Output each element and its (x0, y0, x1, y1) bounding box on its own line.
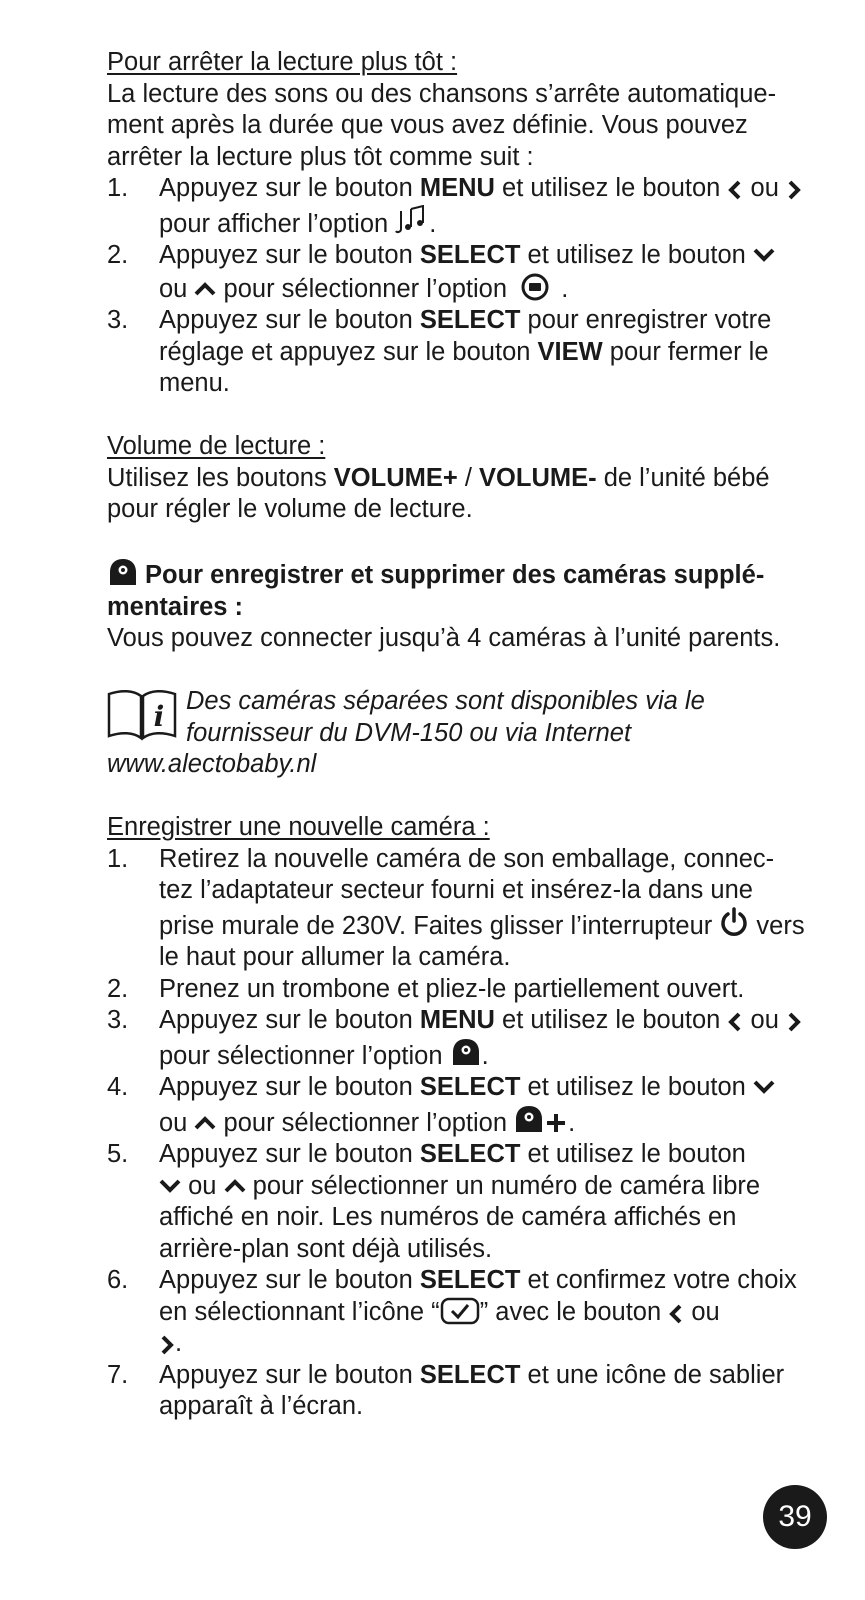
svg-text:i: i (153, 700, 165, 733)
cameras-text: Vous pouvez connecter jusqu’à 4 caméras à l’unité parents. (107, 624, 781, 652)
info-book-icon (107, 688, 177, 744)
cameras-section (107, 557, 807, 655)
new-camera-steps (107, 844, 807, 1423)
camera-icon (450, 1037, 482, 1067)
list-item (107, 305, 807, 400)
button-name: VOLUME- (479, 463, 597, 492)
volume-heading: Volume de lecture : (107, 432, 326, 460)
step-number: 2. (107, 974, 129, 1003)
step-text: pour sélectionner l’option (216, 274, 515, 303)
step-number: 7. (107, 1360, 129, 1389)
step-text: . (429, 209, 437, 238)
stop-early-heading: Pour arrêter la lecture plus tôt : (107, 48, 458, 76)
step-text: Appuyez sur le bouton (159, 1073, 420, 1101)
info-note-url: www.alectobaby.nl (107, 750, 317, 778)
button-name: MENU (419, 174, 495, 202)
button-name: SELECT (419, 1140, 521, 1168)
step-text: ” avec le bouton (479, 1297, 669, 1326)
chevron-down-icon (159, 1178, 181, 1194)
cameras-heading (107, 557, 807, 623)
button-name: MENU (419, 1006, 495, 1034)
step-number: 3. (107, 306, 129, 334)
step-number: 1. (107, 844, 129, 873)
step-text: . (481, 1041, 489, 1070)
volume-text (107, 463, 807, 526)
step-text: et utilisez le bouton (520, 241, 753, 269)
chevron-right-icon (786, 1012, 802, 1032)
step-text: ou (684, 1297, 720, 1326)
step-text: Appuyez sur le bouton (159, 1360, 420, 1389)
chevron-left-icon (727, 180, 743, 200)
step-number: 5. (107, 1140, 129, 1168)
step-text: ou (159, 1108, 195, 1137)
list-item (107, 1072, 807, 1139)
power-icon (719, 907, 749, 937)
chevron-up-icon (224, 1178, 246, 1194)
step-number: 3. (107, 1006, 129, 1034)
step-text: ou (743, 174, 786, 202)
button-name: VIEW (537, 337, 603, 366)
button-name: VOLUME+ (333, 463, 458, 492)
button-name: SELECT (419, 1073, 521, 1101)
stop-early-intro: La lecture des sons ou des chansons s’arrête automatique-ment après la durée que vous avez définie. Vous pouvez arrêter la lecture plus tôt comme suit : (107, 79, 777, 171)
step-text: Appuyez sur le bouton (159, 241, 420, 269)
step-text: et utilisez le bouton (494, 1006, 728, 1034)
step-text: Retirez la nouvelle caméra de son emballage, connec-tez l’adaptateur secteur fourni et insérez-la dans une prise murale de 230V. Faites glisser l’interrupteur (159, 844, 775, 940)
step-text: Appuyez sur le bouton (159, 306, 420, 334)
chevron-up-icon (194, 1115, 216, 1131)
manual-page (107, 47, 807, 1423)
stop-early-section (107, 47, 807, 400)
volume-section (107, 431, 807, 526)
step-text: . (554, 274, 569, 303)
step-text: pour fermer le menu. (159, 337, 769, 397)
step-text: pour enregistrer votre réglage et appuyez sur le bouton (159, 306, 772, 366)
step-text: Appuyez sur le bouton (159, 1006, 420, 1034)
list-item (107, 974, 807, 1006)
step-text: et utilisez le bouton (494, 174, 728, 202)
button-name: SELECT (419, 1360, 521, 1389)
chevron-down-icon (753, 247, 775, 263)
step-text: pour sélectionner l’option (159, 1041, 450, 1070)
list-item (107, 1139, 807, 1265)
step-text: et confirmez votre choix en sélectionnant l’icône “ (159, 1266, 797, 1326)
chevron-left-icon (727, 1012, 743, 1032)
music-note-icon (395, 205, 429, 235)
volume-text-part: / (457, 463, 480, 492)
step-text: ou (743, 1006, 786, 1034)
volume-text-part: Utilisez les boutons (107, 463, 334, 492)
cameras-heading-text: Pour enregistrer et supprimer des caméras supplé-mentaires : (107, 561, 765, 621)
step-text: et utilisez le bouton (520, 1073, 753, 1101)
step-text: ou (159, 274, 195, 303)
new-camera-section (107, 812, 807, 1423)
step-text: et utilisez le bouton (520, 1140, 746, 1168)
step-text: vers le haut pour allumer la caméra. (159, 911, 805, 971)
chevron-right-icon (786, 180, 802, 200)
step-number: 2. (107, 241, 129, 269)
step-text: Prenez un trombone et pliez-le partiellement ouvert. (159, 974, 745, 1003)
step-text: Appuyez sur le bouton (159, 1266, 420, 1294)
step-text: . (568, 1108, 576, 1137)
list-item (107, 1265, 807, 1360)
chevron-left-icon (668, 1304, 684, 1324)
list-item (107, 173, 807, 240)
button-name: SELECT (419, 241, 521, 269)
step-text: Appuyez sur le bouton (159, 174, 420, 202)
add-camera-icon (514, 1104, 568, 1134)
stop-early-steps (107, 173, 807, 400)
step-number: 4. (107, 1073, 129, 1101)
list-item (107, 240, 807, 305)
step-text: ou (181, 1171, 224, 1200)
step-text: et une icône de sablier apparaît à l’écran. (159, 1360, 785, 1420)
list-item (107, 1005, 807, 1072)
step-number: 1. (107, 174, 129, 202)
page-number: 39 (763, 1485, 827, 1549)
checkmark-icon (440, 1297, 480, 1325)
info-note-text: Des caméras séparées sont disponibles via le fournisseur du DVM-150 ou via Internet (186, 687, 705, 747)
stop-playback-icon (520, 272, 554, 302)
step-number: 6. (107, 1266, 129, 1294)
step-text: . (175, 1329, 183, 1357)
list-item (107, 844, 807, 974)
step-text: pour sélectionner l’option (216, 1108, 515, 1137)
info-note (107, 686, 807, 781)
chevron-up-icon (194, 281, 216, 297)
list-item (107, 1360, 807, 1423)
chevron-down-icon (753, 1079, 775, 1095)
button-name: SELECT (419, 1266, 521, 1294)
camera-icon (107, 557, 139, 587)
button-name: SELECT (419, 306, 521, 334)
step-text: Appuyez sur le bouton (159, 1140, 420, 1168)
step-text: pour sélectionner un numéro de caméra libre affiché en noir. Les numéros de caméra affichés en arrière-plan sont déjà utilisés. (159, 1171, 761, 1263)
volume-text-part: de l’unité bébé pour régler le volume de lecture. (107, 463, 770, 523)
new-camera-heading: Enregistrer une nouvelle caméra : (107, 813, 490, 841)
chevron-right-icon (159, 1335, 175, 1355)
step-text: pour afficher l’option (159, 209, 396, 238)
